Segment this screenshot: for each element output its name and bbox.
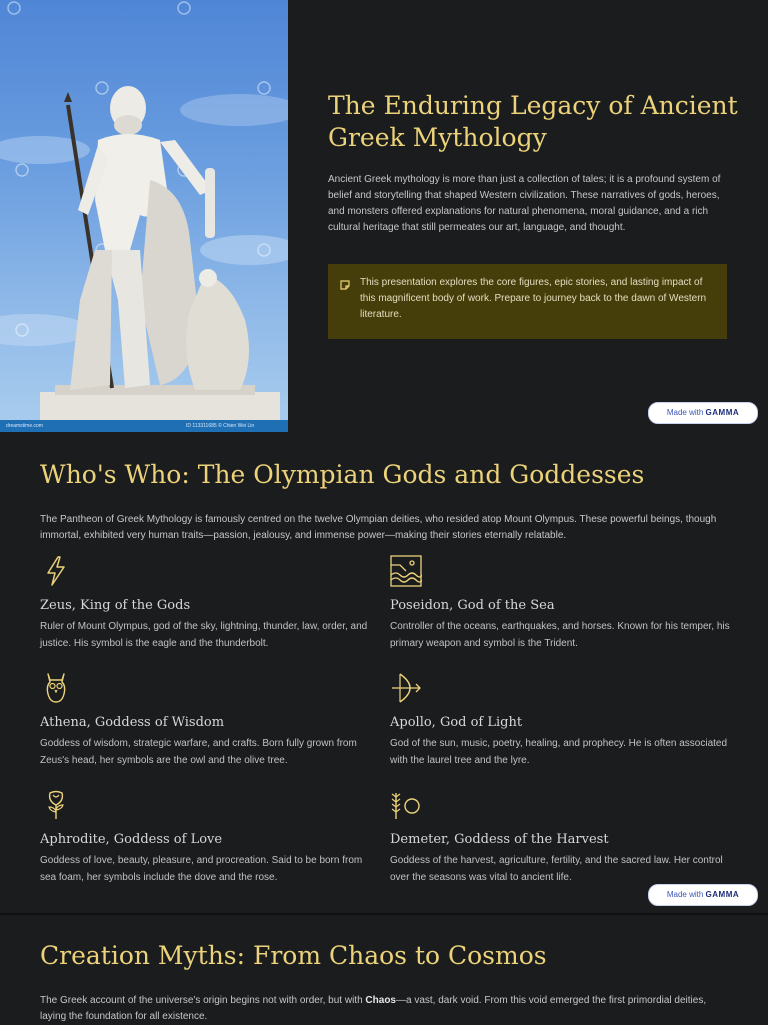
badge-prefix: Made with: [666, 890, 704, 899]
slide-intro: [0, 0, 768, 432]
zeus-statue-photo: [0, 0, 288, 432]
olympians-intro: The Pantheon of Greek Mythology is famously centred on the twelve Olympian deities, who resided atop Mount Olympus. These powerful beings, though immortal, exhibited very human traits—passion, jealousy, and immense power—making their stories eternally relatable.: [40, 514, 717, 541]
god-desc: Ruler of Mount Olympus, god of the sky, lightning, thunder, law, order, and justice. His symbol is the eagle and the thunderbolt.: [40, 621, 368, 649]
creation-body: [40, 993, 730, 1025]
photo-credit-right: ID 113311685 © Chien Wei Lin: [186, 423, 255, 429]
god-name: Aphrodite, Goddess of Love: [40, 832, 223, 847]
creation-body-bold: Chaos: [365, 995, 396, 1006]
god-name: Demeter, Goddess of the Harvest: [390, 832, 609, 847]
bow-arrow-icon: [390, 672, 422, 704]
god-name: Athena, Goddess of Wisdom: [40, 715, 225, 730]
god-name: Apollo, God of Light: [390, 715, 523, 730]
creation-title: Creation Myths: From Chaos to Cosmos: [40, 941, 547, 970]
creation-body-end: —a vast, dark void. From this void emerged the first primordial deities, laying the foundation for all existence.: [40, 995, 707, 1022]
rose-icon: [40, 789, 72, 821]
god-name: Poseidon, God of the Sea: [390, 598, 555, 613]
statue-illustration: [0, 0, 288, 432]
owl-icon: [40, 672, 72, 704]
badge-prefix: Made with: [666, 408, 704, 417]
lightning-icon: [40, 555, 72, 587]
waves-icon: [390, 555, 422, 587]
badge-brand: GAMMA: [705, 408, 740, 417]
photo-credit-strip: [0, 420, 288, 432]
made-with-gamma-badge[interactable]: [648, 884, 758, 906]
callout-text: This presentation explores the core figures, epic stories, and lasting impact of this magnificent body of work. Prepare to journey back to the dawn of Western literature.: [360, 277, 707, 320]
note-icon: [340, 280, 350, 290]
god-desc: God of the sun, music, poetry, healing, and prophecy. He is often associated with the laurel tree and the lyre.: [390, 738, 728, 766]
photo-credit-left: dreamstime.com: [6, 423, 43, 429]
wheat-icon: [390, 789, 422, 821]
god-desc: Goddess of the harvest, agriculture, fertility, and the sacred law. Her control over the seasons was vital to ancient life.: [390, 855, 723, 883]
god-name: Zeus, King of the Gods: [40, 598, 191, 613]
god-desc: Goddess of wisdom, strategic warfare, and crafts. Born fully grown from Zeus's head, her symbols are the owl and the olive tree.: [40, 738, 357, 766]
creation-body-start: The Greek account of the universe's origin begins not with order, but with: [40, 995, 366, 1006]
god-desc: Controller of the oceans, earthquakes, and horses. Known for his temper, his primary weapon and symbol is the Trident.: [390, 621, 730, 649]
badge-brand: GAMMA: [705, 890, 740, 899]
god-desc: Goddess of love, beauty, pleasure, and procreation. Said to be born from sea foam, her symbols include the dove and the rose.: [40, 855, 363, 883]
intro-callout: [328, 264, 727, 339]
olympians-title: Who's Who: The Olympian Gods and Goddesses: [40, 460, 645, 489]
intro-title: The Enduring Legacy of Ancient Greek Mythology: [328, 91, 738, 152]
intro-body: Ancient Greek mythology is more than just a collection of tales; it is a profound system of belief and storytelling that shaped Western civilization. These narratives of gods, heroes, and monsters offered explanations for natural phenomena, moral guidance, and a rich cultural heritage that still permeates our art, language, and thought.: [328, 174, 721, 233]
slide-divider: [0, 913, 768, 915]
made-with-gamma-badge[interactable]: [648, 402, 758, 424]
